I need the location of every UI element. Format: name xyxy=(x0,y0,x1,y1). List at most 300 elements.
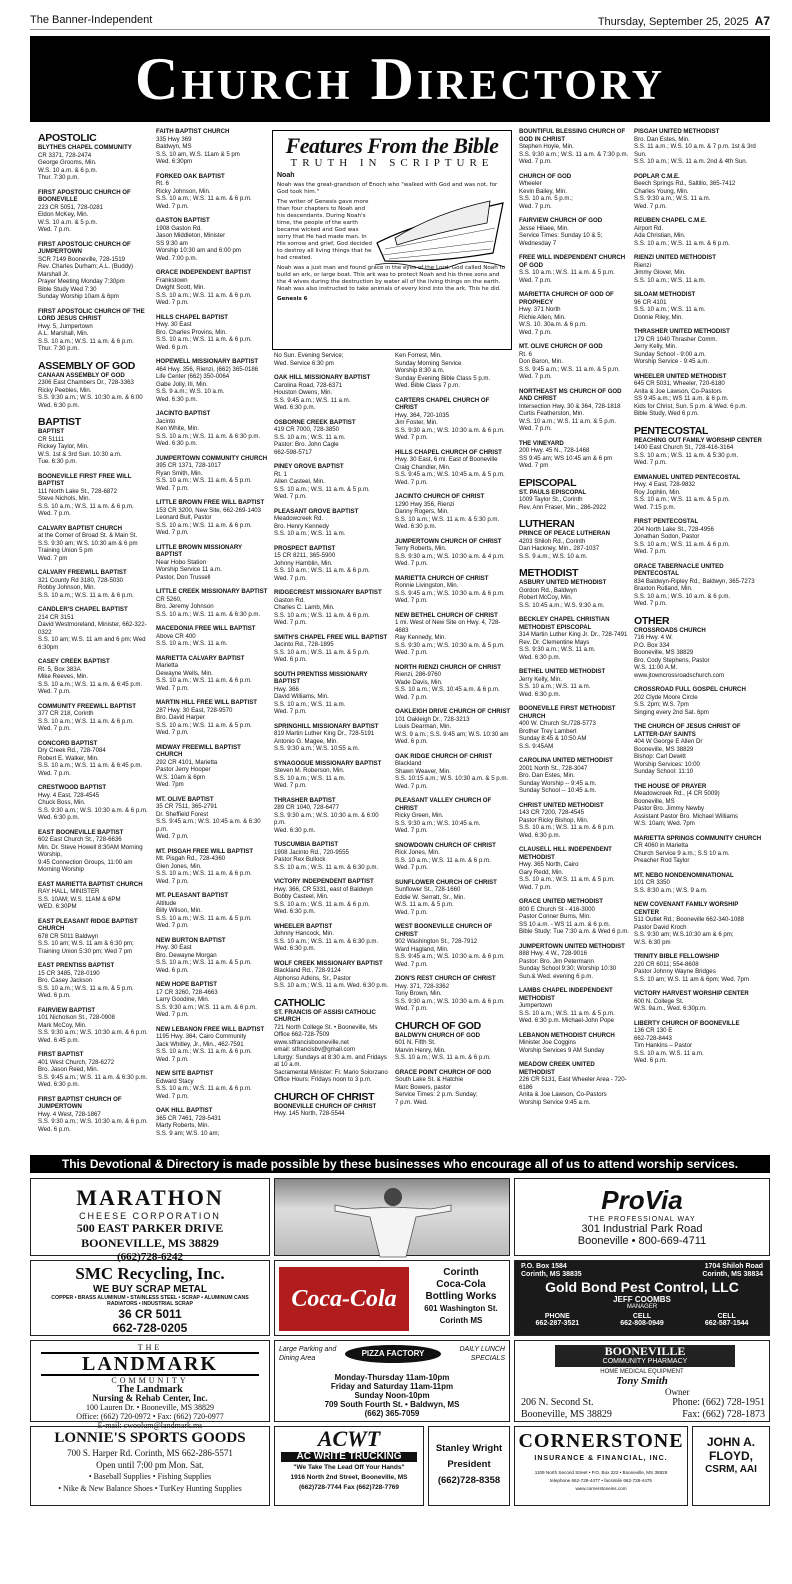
smc-phone: 662-728-0205 xyxy=(112,1321,188,1335)
church-name: PRINCE OF PEACE LUTHERAN xyxy=(519,530,611,537)
church-listing xyxy=(156,588,268,618)
church-listing xyxy=(395,493,513,531)
provia-city: Booneville • 800-669-4711 xyxy=(577,1235,707,1247)
church-listing xyxy=(519,705,631,750)
church-name: PLEASANT VALLEY CHURCH OF CHRIST xyxy=(395,797,492,812)
church-name: JACINTO BAPTIST xyxy=(156,410,211,417)
smc-address: 36 CR 5011 xyxy=(118,1307,182,1321)
church-details: 101 CR 3350 S.S. 8:30 a.m.; W.S. 9 a.m. xyxy=(634,879,708,894)
church-listing xyxy=(156,1070,268,1100)
church-details: 1290 Hwy 356, Rienzi Danny Rogers, Min. S.S. 10 a.m.; W.S. 11 a.m. & 5:30 p.m. Wed. 6:30 p.m. xyxy=(395,500,500,530)
church-details: 404 W George E Allen Dr Booneville, MS 38829 Bishop: Carl Dewitt Worship Services: 10:00 Sunday School: 11:10 xyxy=(634,738,703,775)
cornerstone-address: 1109 North Second Street • P.O. Box 222 • Booneville, MS 38829 xyxy=(534,1470,668,1475)
church-listing xyxy=(38,962,156,1000)
church-name: NEW BETHEL CHURCH OF CHRIST xyxy=(395,611,498,619)
church-details: Jesse Hilaee, Min. Service Times: Sunday 10 & 5; Wednesday 7 xyxy=(519,224,603,247)
goldbond-street: 1704 Shiloh Road xyxy=(704,1263,763,1270)
church-name: JUMPERTOWN CHURCH OF CHRIST xyxy=(395,537,502,545)
church-listing xyxy=(38,308,156,353)
church-name: WHEELER BAPTIST xyxy=(274,922,333,930)
church-listing xyxy=(156,937,268,975)
church-name: FIRST PENTECOSTAL xyxy=(634,518,699,525)
church-details: Jacinto Ken White, Min. S.S. 10 a.m.; W.S. 11 a.m. & 6:30 p.m. Wed. 6:30 p.m. xyxy=(156,417,261,447)
ad-smc-recycling xyxy=(30,1260,270,1336)
church-name: CHURCH OF GOD xyxy=(519,172,572,180)
church-listing xyxy=(38,189,156,234)
church-listing xyxy=(38,658,156,696)
goldbond-cell-label-1: CELL xyxy=(632,1313,652,1320)
pharmacy-address: 206 N. Second St. xyxy=(521,1397,594,1408)
church-name: SMITH'S CHAPEL FREE WILL BAPTIST xyxy=(274,633,388,641)
church-listing xyxy=(38,569,156,599)
church-listing xyxy=(519,388,631,433)
landmark-top: THE xyxy=(137,1343,163,1352)
church-details: 419 CR 7000, 728-3850 S.S. 10 a.m.; W.S. 11 a.m. Pastor: Bro. John Cagle 662-598-5717 xyxy=(274,426,346,456)
stanley-name: Stanley Wright xyxy=(435,1443,503,1454)
church-details: Intersection Hwy. 30 & 364, 728-1818 Curtis Featherston, Min. W.S. 10 a.m.; W.S. 11 a.m. & 5 p.m. Wed. 7 p.m. xyxy=(519,402,621,432)
church-details: Hwy. 5, Jumpertown A.L. Marshall, Min. S.S. 10 a.m.; W.S. 11 a.m. & 6 p.m. Thur. 7:30 p.m. xyxy=(38,322,134,352)
church-name: BOONEVILLE FIRST FREE WILL BAPTIST xyxy=(38,472,132,487)
church-listing xyxy=(395,352,513,390)
church-details: Frankstown Dwight Scott, Min. S.S. 10 a.m.; W.S. 11 a.m. & 6 p.m. Wed. 7 p.m. xyxy=(156,276,252,306)
lonnie-name: LONNIE'S SPORTS GOODS xyxy=(54,1430,246,1446)
church-name: THRASHER BAPTIST xyxy=(274,796,336,804)
church-details: 834 Baldwyn-Ripley Rd., Baldwyn, 365-7273 Braxton Rutland, Min. S.S. 10 a.m.; W.S. 10 a.m. & 6 p.m. Wed. 7 p.m. xyxy=(634,577,755,607)
church-details: CR 5260, Bro. Jeremy Johnson S.S. 10 a.m.; W.S. 11 a.m. & 6:30 p.m. xyxy=(156,595,261,618)
church-name: MARIETTA CALVARY BAPTIST xyxy=(156,654,245,662)
church-details: at the Corner of Broad St. & Main St. S.S. 9:30 am; W.S. 10:30 am & 6 pm Training Union 5 pm Wed. 7 pm xyxy=(38,532,138,562)
church-listing xyxy=(634,686,764,716)
church-name: HILLS CHAPEL CHURCH OF CHRIST xyxy=(395,448,502,456)
church-listing xyxy=(156,128,268,166)
church-details: 96 CR 4101 S.S. 10 a.m.; W.S. 11 a.m. Donnie Riley, Min. xyxy=(634,298,706,321)
church-name: NORTH RIENZI CHURCH OF CHRIST xyxy=(395,663,501,671)
church-listing xyxy=(38,525,156,563)
church-details: CR 51111 Rickey Taylor, Min. W.S. 1st & 3rd Sun. 10:30 a.m. Tue. 6:30 p.m. xyxy=(38,435,122,465)
church-name: EAST MARIETTA BAPTIST CHURCH xyxy=(38,880,143,888)
marathon-sub: CHEESE CORPORATION xyxy=(79,1211,221,1221)
church-listing xyxy=(634,990,764,1013)
church-name: CALVARY FREEWILL BAPTIST xyxy=(38,569,127,576)
church-listing xyxy=(274,960,392,990)
church-name: CRESTWOOD BAPTIST xyxy=(38,784,107,791)
church-listing xyxy=(156,655,268,693)
ad-lonnies-sports xyxy=(30,1426,270,1506)
church-name: LITTLE BROWN FREE WILL BAPTIST xyxy=(156,499,265,506)
church-details: Hwy. 365 North, Cairo Gary Redd, Min. S.S. 10 a.m.; W.S. 11 a.m. & 5 p.m. Wed. 7 p.m. xyxy=(519,861,615,891)
church-details: 678 CR 5011 Baldwyn S.S. 10 am; W.S. 11 am & 6:30 pm; Training Union 5:30 pm; Wed 7 pm xyxy=(38,932,134,955)
church-details: 111 North Lake St., 728-6872 Steve Nichols, Min. S.S. 10 a.m.; W.S. 11 a.m. & 6 p.m. Wed. 7 p.m. xyxy=(38,487,134,517)
church-name: PINEY GROVE BAPTIST xyxy=(274,463,344,470)
church-listing xyxy=(274,797,392,835)
church-details: Stephen Hoyle, Min. S.S. 9:30 a.m.; W.S. 11 a.m. & 7:30 p.m. Wed. 7 p.m. xyxy=(519,143,629,165)
church-details: 902 Washington St., 728-7912 Ward Hagland, Min. S.S. 9:45 a.m.; W.S. 10:30 a.m. & 6 p.m. Wed. 7 p.m. xyxy=(395,938,505,968)
church-details: 645 CR 5031, Wheeler, 720-6180 Anita & Joe Lawson, Co-Pastors SS 9:45 a.m.; WS 11 a.m. & 6 p.m. Kids for Christ, Sun. 5 p.m. & Wed. 6 p.m. Bible Study, Wed 6 p.m. xyxy=(634,380,748,417)
pizza-left: Large Parking and Dining Area xyxy=(279,1346,337,1362)
pizza-phone: (662) 365-7059 xyxy=(364,1409,420,1418)
church-name: NEW HOPE BAPTIST xyxy=(156,981,217,988)
church-details: Steven M. Roberson, Min. S.S. 10 a.m.; W.S. 11 a.m. Wed. 7 p.m. xyxy=(274,767,346,789)
church-name: LEBANON METHODIST CHURCH xyxy=(519,1031,615,1039)
noahs-ark-illustration xyxy=(375,183,505,273)
church-listing xyxy=(274,508,392,538)
church-details: 1 mi. West of New Site on Hwy. 4, 728-4683 Ray Kennedy, Min. S.S. 9:30 a.m.; W.S. 10:30 a.m. & 5 p.m. Wed. 7 p.m. xyxy=(395,619,505,656)
cornerstone-phone: telephone 662-728-4477 • facsimile 662-728-4475 xyxy=(550,1478,652,1483)
church-name: BECKLEY CHAPEL CHRISTIAN METHODIST EPISCOPAL xyxy=(519,616,610,631)
smc-line-1: WE BUY SCRAP METAL xyxy=(93,1284,207,1295)
church-details: Airport Rd. Ada Christian, Min. S.S. 10 a.m.; W.S. 11 a.m. & 6 p.m. xyxy=(634,224,730,247)
church-listing xyxy=(519,846,631,891)
church-name: BOUNTIFUL BLESSING CHURCH OF GOD IN CHRIST xyxy=(519,128,626,143)
ad-provia xyxy=(514,1178,770,1256)
church-details: Edward Stacy S.S. 10 a.m.; W.S. 11 a.m. & 6 p.m. Wed. 7 p.m. xyxy=(156,1077,252,1100)
church-name: LAMBS CHAPEL INDEPENDENT METHODIST xyxy=(519,987,613,1002)
church-details: 202 Clyde Moore Circle S.S. 2pm; W.S. 7pm Singing every 2nd Sat. 6pm xyxy=(634,693,709,716)
church-details: 15 CR 8211, 365-5900 Johnny Hamblin, Min. S.S. 10 a.m.; W.S. 11 a.m. & 6 p.m. Wed. 7 p.m. xyxy=(274,552,370,582)
church-details: 321 County Rd 3180, 728-5030 Robby Johnson, Min. S.S. 10 a.m.; W.S. 11 a.m. & 6 p.m. xyxy=(38,576,134,599)
church-name: SPRINGHILL MISSIONARY BAPTIST xyxy=(274,722,379,730)
church-details: 101 Nicholson St., 728-0908 Mark McCoy, Min. S.S. 9:30 a.m.; W.S. 10:30 a.m. & 6 p.m. Wed. 6:45 p.m. xyxy=(38,1014,148,1044)
church-name: SNOWDOWN CHURCH OF CHRIST xyxy=(395,841,496,849)
church-details: Rienzi Jimmy Glover, Min. S.S. 10 a.m.; W.S. 11 a.m. xyxy=(634,261,706,284)
denomination-heading: PENTECOSTAL xyxy=(634,424,709,437)
church-details: 314 Martin Luther King Jr. Dr., 728-7491 Rev. Dr. Clementine Mays S.S. 9:30 a.m.; W.S. 11 a.m. Wed. 6:30 p.m. xyxy=(519,631,628,661)
church-details: Dry Creek Rd., 728-7084 Robert E. Walker, Min. S.S. 10 a.m.; W.S. 11 a.m. & 6:45 p.m. Wed. 7 p.m. xyxy=(38,747,143,777)
directory-column-1 xyxy=(38,128,156,1152)
church-details: Mt. Pisgah Rd., 728-4360 Glen Jones, Min. S.S. 10 a.m.; W.S. 11 a.m. & 6 p.m. Wed. 7 p.m. xyxy=(156,855,252,885)
church-listing xyxy=(38,606,156,651)
ad-coca-cola xyxy=(274,1260,510,1336)
church-listing xyxy=(519,616,631,661)
church-name: MARIETTA SPRINGS COMMUNITY CHURCH xyxy=(634,834,762,842)
church-details: Hwy. 364, 720-1035 Jim Foster, Min. S.S. 9:30 a.m.; W.S. 10:30 a.m. & 6 p.m. Wed. 7 p.m. xyxy=(395,411,505,441)
church-listing xyxy=(634,563,764,608)
stanley-title: President xyxy=(447,1459,491,1470)
church-name: TUSCUMBIA BAPTIST xyxy=(274,841,339,848)
floyd-line-1: JOHN A. xyxy=(706,1435,756,1449)
church-listing xyxy=(38,1007,156,1045)
paper-name: The Banner-Independent xyxy=(30,14,153,26)
church-details: Terry Roberts, Min. S.S. 9:30 a.m.; W.S. 10:30 a.m. & 4 p.m. Wed. 7 p.m. xyxy=(395,545,505,567)
church-name: BAPTIST xyxy=(38,428,65,435)
marathon-phone: (662)728-6242 xyxy=(117,1251,183,1263)
denomination-heading: EPISCOPAL xyxy=(519,476,577,489)
church-name: THRASHER UNITED METHODIST xyxy=(634,328,730,335)
church-details: Minister Joe Coggins Worship Services 9 AM Sunday xyxy=(519,1039,605,1054)
church-name: EAST PLEASANT RIDGE BAPTIST CHURCH xyxy=(38,917,138,932)
page-number: A7 xyxy=(754,14,770,28)
church-name: CAROLINA UNITED METHODIST xyxy=(519,757,613,764)
church-details: Near Hobo Station Worship Service 11 a.m. Pastor, Don Trussell xyxy=(156,558,222,581)
directory-column-3 xyxy=(274,352,392,1152)
church-listing xyxy=(156,625,268,648)
church-name: CASEY CREEK BAPTIST xyxy=(38,658,110,665)
goldbond-owner: JEFF COOMBS xyxy=(613,1295,671,1304)
church-listing xyxy=(156,544,268,582)
church-listing xyxy=(38,784,156,822)
church-listing xyxy=(634,128,764,166)
church-details: Rienzi, 286-9760 Wade Davis, Min. S.S. 10 a.m.; W.S. 10:45 a.m. & 6 p.m. Wed. 7 p.m. xyxy=(395,671,500,701)
church-name: EMMANUEL UNITED PENTECOSTAL xyxy=(634,473,741,481)
pharmacy-sub: COMMUNITY PHARMACY xyxy=(602,1358,688,1365)
denomination-heading: ASSEMBLY OF GOD xyxy=(38,359,136,372)
smc-line-2: COPPER • BRASS ALUMINUM • STAINLESS STEEL • SCRAP • ALUMINUM CANS xyxy=(51,1295,249,1301)
church-name: NORTHEAST MS CHURCH OF GOD AND CHRIST xyxy=(519,387,622,402)
church-details: 179 CR 1040 Thrasher Comm. Jerry Kelly, Min. Sunday School - 9:00 a.m. Worship Service - 9:45 a.m. xyxy=(634,335,718,365)
church-details: Johnny Hancock, Min. S.S. 10 a.m.; W.S. 11 a.m. & 6:30 p.m. Wed. 6:30 p.m. xyxy=(274,930,379,952)
church-listing xyxy=(274,545,392,583)
lonnie-line-2: • Nike & New Balance Shoes • TurKey Hunting Supplies xyxy=(58,1484,242,1493)
church-listing xyxy=(156,699,268,737)
church-name: MEADOW CREEK UNITED METHODIST xyxy=(519,1061,595,1076)
church-details: 600 N. College St. W.S. 9a.m., Wed. 6:30p.m. xyxy=(634,997,707,1012)
church-name: WHEELER UNITED METHODIST xyxy=(634,372,727,380)
church-name: GRACE INDEPENDENT BAPTIST xyxy=(156,269,252,276)
church-name: CONCORD BAPTIST xyxy=(38,739,98,747)
church-listing xyxy=(634,217,764,247)
church-name: JACINTO CHURCH OF CHRIST xyxy=(395,493,485,500)
church-name: FIRST BAPTIST xyxy=(38,1051,84,1058)
church-name: NEW SITE BAPTIST xyxy=(156,1070,214,1077)
church-listing xyxy=(395,842,513,872)
church-details: Ken Forrest, Min. Sunday Morning Service Worship 8:30 a.m. Sunday Evening Bible Class 5 p.m. Wed. Bible Class 7 p.m. xyxy=(395,352,491,389)
church-name: OAKLEIGH DRIVE CHURCH OF CHRIST xyxy=(395,708,511,715)
ad-marathon-cheese xyxy=(30,1178,270,1263)
church-listing xyxy=(519,343,631,381)
feature-reference: Genesis 6 xyxy=(277,296,308,303)
church-details: Above CR 400 S.S. 10 a.m.; W.S. 11 a.m. xyxy=(156,632,228,647)
church-name: SOUTH PRENTISS MISSIONARY BAPTIST xyxy=(274,670,368,685)
church-details: 377 CR 218, Corinth S.S. 10 a.m.; W.S. 11 a.m. & 6 p.m. Wed. 7 p.m. xyxy=(38,710,134,732)
church-name: NEW BURTON BAPTIST xyxy=(156,936,226,944)
church-listing xyxy=(38,829,156,874)
church-name: THE HOUSE OF PRAYER xyxy=(634,782,707,790)
marathon-name: MARATHON xyxy=(76,1185,224,1210)
church-name: SYNAGOGUE MISSIONARY BAPTIST xyxy=(274,759,382,767)
church-listing xyxy=(156,848,268,886)
church-listing xyxy=(519,217,631,247)
church-details: 511 Outlet Rd.; Booneville 662-340-1088 Pastor David Kroch S.S. 9:30 am; W.S.10:30 am & 6 pm; W.S. 6:30 pm xyxy=(634,916,744,946)
church-listing xyxy=(274,352,392,367)
church-listing xyxy=(634,173,764,211)
church-listing xyxy=(38,428,156,466)
church-listing xyxy=(519,530,631,560)
coke-logo: Coca-Cola xyxy=(279,1267,409,1331)
church-details: 287 Hwy. 30 East, 728-9570 Bro. David Harper S.S. 10 a.m.; W.S. 11 a.m. & 5 p.m. Wed. 7 p.m. xyxy=(156,706,252,736)
church-details: 721 North College St. • Booneville, Ms Office 662-728-7509 www.stfrancisbooneville.net email: stfrancisbv@gmail.com Liturgy: Sundays at 8:30 a.m. and Fridays at 10 a.m. Sacramental Minister: Fr. Mario Solorzano Office Hours: Fridays noon to 3 p.m. xyxy=(274,1023,388,1083)
church-name: SUNFLOWER CHURCH OF CHRIST xyxy=(395,878,497,886)
smc-line-3: RADIATORS • INDUSTRIAL SCRAP xyxy=(107,1301,193,1307)
pharmacy-city: Booneville, MS 38829 xyxy=(521,1409,612,1420)
church-listing xyxy=(519,943,631,981)
church-listing xyxy=(395,923,513,968)
goldbond-stcity: Corinth, MS 38834 xyxy=(702,1271,763,1278)
church-name: WEST BOONEVILLE CHURCH OF CHRIST xyxy=(395,923,493,938)
church-details: 2306 East Chambers Dr., 728-3363 Ricky Peebles, Min. S.S. 9:30 a.m.; W.S. 10:30 a.m. & 6:00 Wed. 6:30 p.m. xyxy=(38,379,143,409)
church-name: BLYTHES CHAPEL COMMUNITY xyxy=(38,144,132,151)
church-details: SCR 7149 Booneville, 728-1519 Rev. Charles Durham; A.L. (Buddy) Marshall Jr. Prayer Meeting Monday 7:30pm Bible Study Wed 7:30 Sunday Worship 10am & 6pm xyxy=(38,255,134,300)
marathon-address: 500 EAST PARKER DRIVE xyxy=(76,1221,224,1235)
church-details: 214 CR 3151 David Westmoreland, Minister, 662-322-0322 S.S. 10 am; W.S. 11 am and 6 pm; Wed 6:30pm xyxy=(38,613,147,651)
church-details: 35 CR 7511, 365-2791 Dr. Sheffield Forest S.S. 9:45 a.m.; W.S. 10:45 a.m. & 6:30 p.m. Wed. 7 p.m. xyxy=(156,803,261,840)
church-listing xyxy=(395,879,513,917)
floyd-line-2: FLOYD, xyxy=(709,1449,753,1463)
lonnie-address: 700 S. Harper Rd. Corinth, MS 662-286-5571 xyxy=(67,1448,233,1458)
church-details: Jerry Kelly, Min. S.S. 10 a.m.; W.S. 11 a.m. Wed. 6:30 p.m. xyxy=(519,675,591,698)
church-listing xyxy=(519,489,631,512)
church-name: BOONEVILLE CHURCH OF CHRIST xyxy=(274,1102,377,1110)
church-details: Rt. 6 Don Baron, Min. S.S. 9:45 a.m.; W.S. 11 a.m. & 5 p.m. Wed. 7 p.m. xyxy=(519,350,620,380)
ad-stanley-wright xyxy=(428,1426,510,1506)
church-details: 4203 Shiloh Rd., Corinth Dan Hackney, Min., 287-1037 S.S. 9 a.m.; W.S. 10 a.m. xyxy=(519,537,600,560)
goldbond-cell-label-2: CELL xyxy=(717,1313,736,1320)
ad-booneville-pharmacy xyxy=(514,1340,770,1422)
church-details: Ricky Green, Min. S.S. 9:30 a.m.; W.S. 10:45 a.m. Wed. 7 p.m. xyxy=(395,812,481,834)
denomination-heading: OTHER xyxy=(634,614,670,627)
church-name: REACHING OUT FAMILY WORSHIP CENTER xyxy=(634,436,762,444)
feature-paragraph-1: Noah was the great-grandson of Enoch who "walked with God and was not, for God took him." xyxy=(277,182,498,196)
church-details: 800 E Church St - 416-3000 Pastor Conner Burns, Min. SS 10 a.m. - WS 11 a.m. & 6 p.m. Bible Study: Tue 7:30 a.m. & Wed 6 p.m. xyxy=(519,905,629,935)
church-details: Hwy. 366, CR 5331, east of Baldwyn Bobby Casteel, Min. S.S. 10 a.m.; W.S. 11 a.m. & 6 p.m. Wed. 6:30 p.m. xyxy=(274,885,373,915)
church-listing xyxy=(395,753,513,791)
church-details: Hwy. 30 East Bro. Charles Provins, Min. S.S. 10 a.m.; W.S. 11 a.m. & 6 p.m. Wed. 6 p.m. xyxy=(156,321,252,351)
church-listing xyxy=(38,740,156,778)
church-name: ASBURY UNITED METHODIST xyxy=(519,579,607,586)
goldbond-phones xyxy=(515,1313,769,1327)
church-listing xyxy=(519,1061,631,1106)
church-listing xyxy=(634,627,764,680)
landmark-line-5: Office: (662) 720-0972 • Fax: (662) 720-0977 xyxy=(76,1412,224,1421)
church-details: Marietta Dewayne Wells, Min. S.S. 10 a.m.; W.S. 11 a.m. & 6 p.m. Wed. 7 p.m. xyxy=(156,662,252,692)
church-name: FIRST APOSTOLIC CHURCH OF BOONEVILLE xyxy=(38,188,131,203)
church-listing xyxy=(38,703,156,733)
pizza-hours-1: Monday-Thursday 11am-10pm xyxy=(334,1373,450,1382)
church-listing xyxy=(156,1107,268,1137)
church-name: ZION'S REST CHURCH OF CHRIST xyxy=(395,975,496,982)
church-details: Altitude Billy Wilson, Min. S.S. 10 a.m.; W.S. 11 a.m. & 5 p.m. Wed. 7 p.m. xyxy=(156,899,252,929)
church-name: GRACE TABERNACLE UNITED PENTECOSTAL xyxy=(634,562,724,577)
landmark-line-3: Nursing & Rehab Center, Inc. xyxy=(92,1393,208,1403)
church-name: SILOAM METHODIST xyxy=(634,291,696,298)
lonnie-hours: Open until 7:00 pm Mon. Sat. xyxy=(96,1460,204,1470)
pizza-hours-3: Sunday Noon-10pm xyxy=(354,1391,430,1400)
church-listing xyxy=(395,575,513,605)
church-listing xyxy=(38,473,156,518)
church-name: COMMUNITY FREEWILL BAPTIST xyxy=(38,702,136,710)
church-details: 220 CR 6011; 554-8608 Pastor Johnny Wayne Bridges S.S. 10 am; W.S. 11 am & 6pm; Wed. 7pm xyxy=(634,960,749,983)
feature-paragraph-2: The writer of Genesis gave more than four chapters to Noah and his descendants. During Noah's time, the people of the earth became wicked and God was sorry that He had made man. In His sorrow and grief, God decided to destroy all living things that he had created. xyxy=(277,199,372,262)
pharmacy-fax: Fax: (662) 728-1873 xyxy=(682,1409,765,1420)
directory-column-5 xyxy=(519,128,631,1152)
church-name: REUBEN CHAPEL C.M.E. xyxy=(634,217,707,224)
pizza-info xyxy=(275,1373,509,1418)
church-name: PISGAH UNITED METHODIST xyxy=(634,128,720,135)
provia-logo: ProVia xyxy=(601,1185,683,1215)
landmark-line-1: COMMUNITY xyxy=(111,1376,189,1385)
church-name: OAK HILL MISSIONARY BAPTIST xyxy=(274,374,371,381)
church-listing xyxy=(156,455,268,493)
church-name: HILLS CHAPEL BAPTIST xyxy=(156,313,229,321)
denomination-heading: APOSTOLIC xyxy=(38,132,97,144)
church-listing xyxy=(156,981,268,1019)
church-listing xyxy=(38,144,156,182)
church-listing xyxy=(395,975,513,1013)
church-listing xyxy=(519,579,631,609)
church-listing xyxy=(156,314,268,352)
church-name: RIENZI UNITED METHODIST xyxy=(634,254,716,261)
pharmacy-owner: Tony Smith xyxy=(616,1375,668,1387)
goldbond-cell-2: 662-587-1544 xyxy=(704,1320,749,1327)
church-listing xyxy=(274,634,392,664)
church-name: WOLF CREEK MISSIONARY BAPTIST xyxy=(274,959,383,967)
landmark-line-4: 100 Lauren Dr. • Booneville, MS 38829 xyxy=(85,1403,215,1412)
issue-date: Thursday, September 25, 2025 xyxy=(597,16,749,28)
church-details: Blackland Rd., 728-9124 Alphonso Adkins, Sr., Pastor S.S. 10 a.m.; W.S. 11 a.m. Wed. 6:30 p.m. xyxy=(274,967,389,989)
church-details: 101 Oakleigh Dr., 728-3213 Louis Dearman, Min. W.S. 9 a.m.; S.S. 9:45 am; W.S. 10:30 am Wed. 6 p.m. xyxy=(395,715,509,745)
coke-text xyxy=(415,1267,507,1327)
church-listing xyxy=(274,1009,392,1084)
denomination-heading: CHURCH OF CHRIST xyxy=(274,1090,375,1103)
landmark-line-6: E-mail: cwoolum@landmark.ms xyxy=(97,1421,203,1430)
church-listing xyxy=(634,835,764,865)
church-details: 1009 Taylor St., Corinth Rev. Ann Fraser, Min., 286-2922 xyxy=(519,496,607,511)
landmark-line-2: The Landmark xyxy=(117,1384,183,1395)
church-details: Blackland Shawn Weaver, Min. S.S. 10:15 a.m.; W.S. 10:30 a.m. & 5 p.m. Wed. 7 p.m. xyxy=(395,760,509,790)
church-name: EAST BOONEVILLE BAPTIST xyxy=(38,828,124,836)
church-listing xyxy=(634,953,764,983)
pharmacy-owner-label: Owner xyxy=(665,1387,690,1397)
church-details: 153 CR 3200, New Site, 662-269-1403 Leonard Bult, Pastor S.S. 10 a.m.; W.S. 11 a.m. & 6 p.m. Wed. 7 p.m. xyxy=(156,506,262,536)
church-details: 1400 East Church St., 728-416-3164 S.S. 10 a.m.; W.S. 11 a.m. & 5:30 p.m. Wed. 7 p.m. xyxy=(634,444,739,466)
church-listing xyxy=(274,374,392,412)
church-details: 464 Hwy. 356, Rienzi, (662) 365-0186 Life Center (662) 350-0064 Gabe Jolly, III, Min. S.S. 9 a.m.; W.S. 10 a.m. Wed. 6:30 p.m. xyxy=(156,365,259,403)
coke-line-5: Corinth MS xyxy=(439,1316,483,1325)
church-listing xyxy=(156,173,268,211)
church-details: 602 East Church St., 728-6636 Min. Dr. Steve Howell 8:30AM Morning Worship, 9:45 Connection Groups, 11:00 am Morning Worship xyxy=(38,836,143,873)
denomination-heading: METHODIST xyxy=(519,567,579,579)
church-details: 200 Hwy. 45 N., 728-1468 SS 9:45 am; WS 10:45 am & 6 pm Wed. 7 pm xyxy=(519,447,613,469)
directory-column-6 xyxy=(634,128,764,1152)
church-listing xyxy=(519,128,631,166)
church-listing xyxy=(274,419,392,457)
ad-john-floyd xyxy=(692,1426,770,1506)
church-name: FREE WILL INDEPENDENT CHURCH OF GOD xyxy=(519,254,626,269)
church-listing xyxy=(156,744,268,789)
denomination-heading: LUTHERAN xyxy=(519,518,575,530)
church-details: Hwy. 4 West, 728-1867 S.S. 9:30 a.m.; W.S. 10:30 a.m. & 6 p.m. Wed. 6 p.m. xyxy=(38,1110,148,1133)
church-details: 289 CR 1040, 728-6477 S.S. 9:30 a.m.; W.S. 10:30 a.m. & 6:00 p.m. Wed. 6:30 p.m. xyxy=(274,804,379,834)
church-name: POPLAR C.M.E. xyxy=(634,172,680,180)
directory-column-4 xyxy=(395,352,513,1152)
church-name: MARIETTA CHURCH OF GOD OF PROPHECY xyxy=(519,291,614,306)
church-listing xyxy=(634,373,764,418)
church-listing xyxy=(634,1020,764,1065)
church-details: 204 North Lake St., 728-4956 Jonathan Sodon, Pastor S.S. 10 a.m.; W.S. 11 a.m. & 6 p.m. Wed. 7 p.m. xyxy=(634,525,730,555)
provia-tag: THE PROFESSIONAL WAY xyxy=(588,1216,696,1223)
church-details: 1908 Gaston Rd. Jason Middleton, Minister SS 9:30 am Worship 10:30 am and 6:00 pm Wed. 7:00 p.m. xyxy=(156,224,241,262)
church-details: Jumpertown S.S. 10 a.m.; W.S. 11 a.m. & 5 p.m. Wed. 6:30 p.m. Michael-John Pope xyxy=(519,1002,615,1024)
church-name: FIRST APOSTOLIC CHURCH OF JUMPERTOWN xyxy=(38,240,131,255)
church-name: FORKED OAK BAPTIST xyxy=(156,172,225,180)
church-details: Hwy. 4 East, 728-4545 Chuck Boss, Min. S.S. 9:30 a.m.; W.S. 10:30 a.m. & 6 p.m. Wed. 6:30 p.m. xyxy=(38,791,148,821)
church-name: OAK RIDGE CHURCH OF CHRIST xyxy=(395,752,493,760)
church-details: 888 Hwy. 4 W., 728-9016 Pastor: Bro. Jim Petermann Sunday School 9:30; Worship 10:30 Sun.& Wed. evening 6 p.m. xyxy=(519,950,617,980)
marathon-city: BOONEVILLE, MS 38829 xyxy=(81,1236,219,1250)
church-name: BETHEL UNITED METHODIST xyxy=(519,668,606,675)
church-listing xyxy=(519,898,631,936)
church-details: Hwy. 371, 728-3362 Tony Brown, Min. S.S. 9:30 a.m.; W.S. 10:30 a.m. & 6 p.m. Wed. 7 p.m. xyxy=(395,982,505,1012)
church-details: 17 CR 3260, 728-4663 Larry Goodine, Min. S.S. 9:30 a.m.; W.S. 11 a.m. & 6 p.m. Wed. 7 p.m. xyxy=(156,988,257,1018)
